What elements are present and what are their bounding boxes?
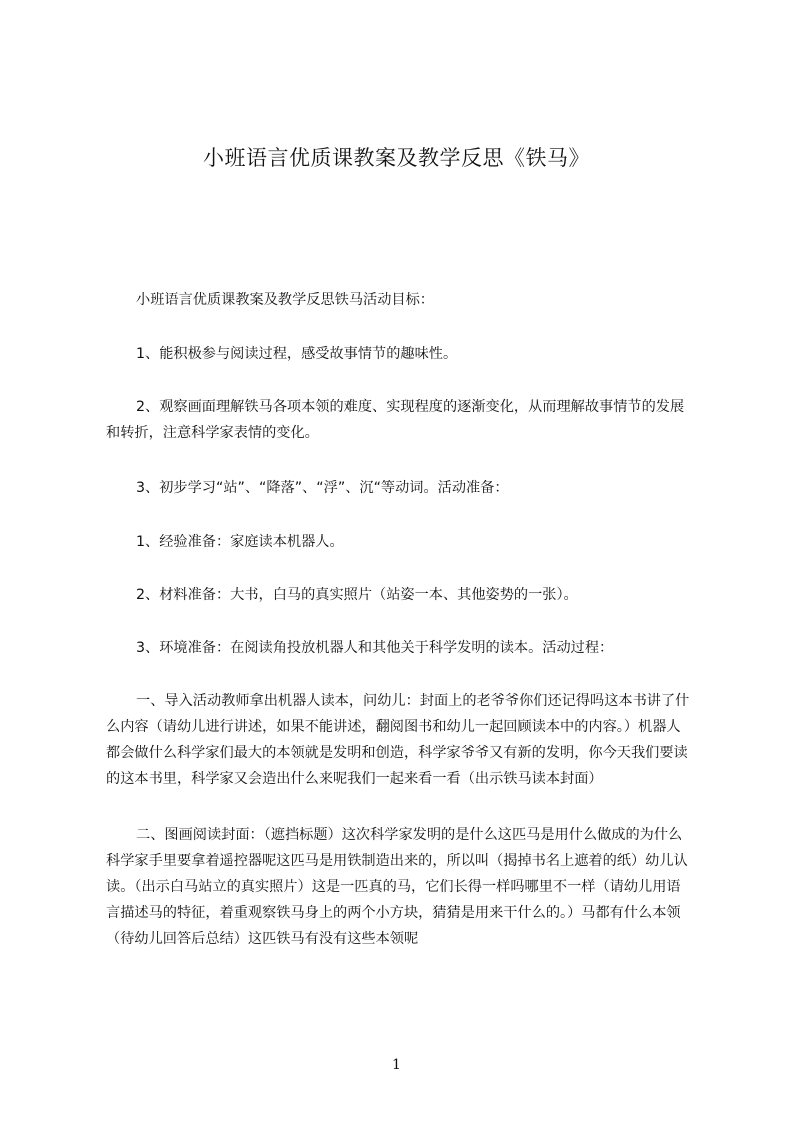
document-title: 小班语言优质课教案及教学反思《铁马》: [203, 146, 590, 170]
paragraph-goal-1: 1、能积极参与阅读过程，感受故事情节的趣味性。: [136, 346, 458, 362]
paragraph-goal-3: 3、初步学习“站”、“降落”、“浮”、沉“等动词。活动准备：: [136, 480, 509, 496]
paragraph-prep-experience: 1、经验准备：家庭读本机器人。: [136, 534, 344, 550]
paragraph-prep-materials: 2、材料准备：大书，白马的真实照片（站姿一本、其他姿势的一张）。: [136, 587, 578, 603]
paragraph-activity-goals-heading: 小班语言优质课教案及教学反思铁马活动目标：: [136, 292, 434, 308]
page-number: 1: [392, 1057, 401, 1073]
paragraph-process-step-2: 二、图画阅读封面：（遮挡标题）这次科学家发明的是什么这匹马是用什么做成的为什么科学家手里要拿着遥控器呢这匹马是用铁制造出来的，所以叫（揭掉书名上遮着的纸）幼儿认读。（出示白马站立的真实照片）这是一匹真的马，它们长得一样吗哪里不一样（请幼儿用语言描述马的特征，着重观察铁马身上的两个小方块，猜猜是用来干什么的。）马都有什么本领（待幼儿回答后总结）这匹铁马有没有这些本领呢: [106, 827, 688, 947]
paragraph-prep-environment: 3、环境准备：在阅读角投放机器人和其他关于科学发明的读本。活动过程：: [136, 640, 614, 656]
paragraph-goal-2: 2、观察画面理解铁马各项本领的难度、实现程度的逐渐变化，从而理解故事情节的发展和转折，注意科学家表情的变化。: [106, 399, 685, 441]
paragraph-process-step-1: 一、导入活动教师拿出机器人读本，问幼儿：封面上的老爷爷你们还记得吗这本书讲了什么内容（请幼儿进行讲述，如果不能讲述，翻阅图书和幼儿一起回顾读本中的内容。）机器人都会做什么科学家们最大的本领就是发明和创造，科学家爷爷又有新的发明，你今天我们要读的这本书里，科学家又会造出什么来呢我们一起来看一看（出示铁马读本封面）: [106, 693, 690, 787]
